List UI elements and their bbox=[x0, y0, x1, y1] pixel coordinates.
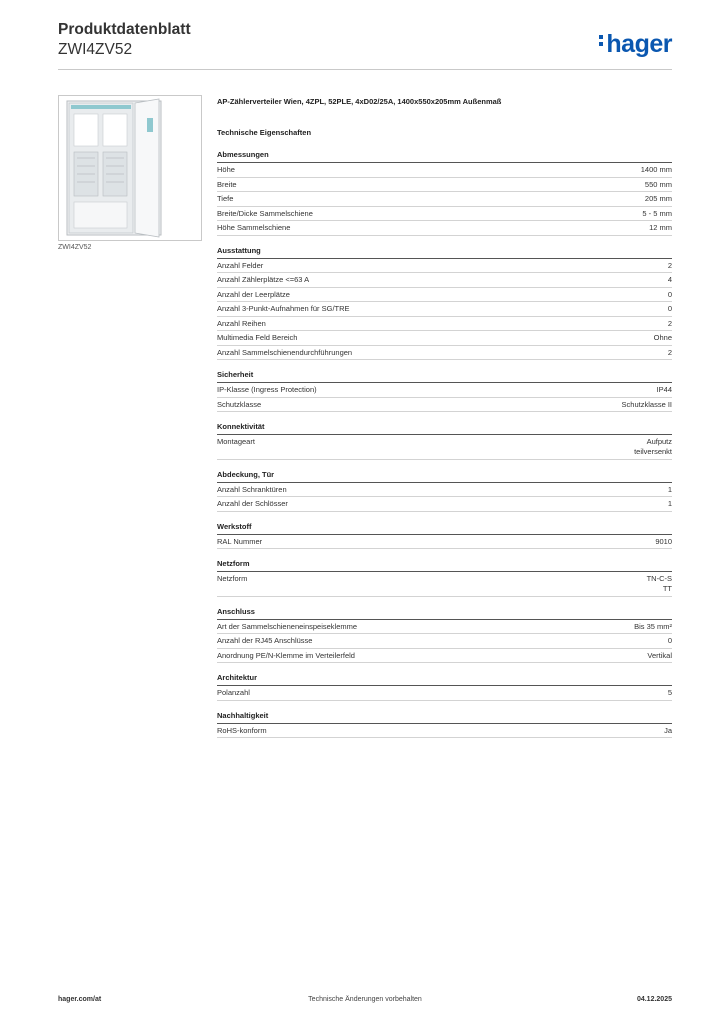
property-label: Höhe bbox=[217, 165, 235, 174]
property-row bbox=[217, 497, 672, 512]
property-label: Anzahl Sammelschienendurchführungen bbox=[217, 347, 353, 357]
product-code: ZWI4ZV52 bbox=[58, 41, 133, 58]
property-label: Anzahl Zählerplätze <=63 A bbox=[217, 275, 310, 284]
hager-logo bbox=[599, 30, 672, 59]
property-value: Ohne bbox=[653, 333, 672, 342]
property-label: Netzform bbox=[217, 574, 248, 583]
section-4 bbox=[217, 470, 672, 512]
property-row bbox=[217, 483, 672, 498]
section-title: Sicherheit bbox=[217, 370, 672, 383]
section-title: Konnektivität bbox=[217, 422, 672, 435]
property-label: Tiefe bbox=[217, 194, 234, 203]
section-title: Werkstoff bbox=[217, 522, 672, 535]
property-value: 0 bbox=[667, 289, 672, 299]
property-row bbox=[217, 620, 672, 635]
property-label: Schutzklasse bbox=[217, 399, 262, 409]
property-value: IP44 bbox=[656, 385, 672, 394]
property-row bbox=[217, 163, 672, 178]
section-title: Ausstattung bbox=[217, 246, 672, 259]
property-value: 2 bbox=[667, 347, 672, 357]
property-row bbox=[217, 273, 672, 288]
property-value: 2 bbox=[667, 318, 672, 328]
property-label: RAL Nummer bbox=[217, 536, 263, 546]
section-title: Abmessungen bbox=[217, 150, 672, 163]
property-row bbox=[217, 221, 672, 236]
property-label: Breite bbox=[217, 179, 237, 189]
property-label: Multimedia Feld Bereich bbox=[217, 333, 298, 342]
footer-date: 04.12.2025 bbox=[636, 996, 672, 1003]
property-value: Vertikal bbox=[647, 650, 672, 660]
property-label: Breite/Dicke Sammelschiene bbox=[217, 208, 313, 218]
property-value: 5 bbox=[667, 688, 672, 697]
property-value: 1400 mm bbox=[640, 165, 672, 174]
property-value: TN-C-S TT bbox=[646, 574, 672, 593]
property-row bbox=[217, 331, 672, 346]
document-title: Produktdatenblatt bbox=[58, 21, 191, 38]
property-value: Bis 35 mm² bbox=[634, 621, 672, 631]
property-value: 550 mm bbox=[644, 179, 672, 189]
property-row bbox=[217, 317, 672, 332]
property-row bbox=[217, 178, 672, 193]
property-label: Polanzahl bbox=[217, 688, 250, 697]
header-divider bbox=[58, 69, 672, 70]
property-label: Anordnung PE/N-Klemme im Verteilerfeld bbox=[217, 650, 355, 660]
cabinet-product-image-icon bbox=[59, 96, 201, 240]
document-header bbox=[58, 20, 672, 68]
product-image bbox=[58, 95, 202, 241]
section-title: Architektur bbox=[217, 673, 672, 686]
property-label: Anzahl der Leerplätze bbox=[217, 289, 290, 299]
section-title: Abdeckung, Tür bbox=[217, 470, 672, 483]
property-sections bbox=[217, 150, 672, 738]
property-value: 5 - 5 mm bbox=[642, 208, 672, 218]
property-label: Anzahl Schranktüren bbox=[217, 484, 287, 494]
property-label: RoHS-konform bbox=[217, 725, 267, 735]
section-9 bbox=[217, 711, 672, 739]
property-label: Montageart bbox=[217, 437, 255, 446]
product-details bbox=[217, 96, 672, 748]
property-value: 0 bbox=[667, 636, 672, 645]
property-row bbox=[217, 724, 672, 739]
property-label: Anzahl Reihen bbox=[217, 318, 266, 328]
property-label: Anzahl 3-Punkt-Aufnahmen für SG/TRE bbox=[217, 304, 350, 313]
section-8 bbox=[217, 673, 672, 701]
property-value: 205 mm bbox=[644, 194, 672, 203]
product-description: AP-Zählerverteiler Wien, 4ZPL, 52PLE, 4xD02/25A, 1400x550x205mm Außenmaß bbox=[217, 97, 502, 106]
property-row bbox=[217, 383, 672, 398]
property-value: 9010 bbox=[655, 536, 672, 546]
property-row bbox=[217, 259, 672, 274]
property-value: 2 bbox=[667, 260, 672, 270]
property-value: 0 bbox=[667, 304, 672, 313]
section-title: Netzform bbox=[217, 559, 672, 572]
section-title: Anschluss bbox=[217, 607, 672, 620]
property-row bbox=[217, 649, 672, 664]
image-caption: ZWI4ZV52 bbox=[58, 244, 92, 251]
property-label: Anzahl der Schlösser bbox=[217, 499, 288, 508]
property-label: Anzahl Felder bbox=[217, 260, 264, 270]
section-7 bbox=[217, 607, 672, 664]
property-label: Anzahl der RJ45 Anschlüsse bbox=[217, 636, 313, 645]
property-row bbox=[217, 207, 672, 222]
logo-text: hager bbox=[606, 30, 672, 58]
property-row bbox=[217, 192, 672, 207]
section-3 bbox=[217, 422, 672, 460]
footer-note: Technische Änderungen vorbehalten bbox=[308, 996, 422, 1003]
property-label: Art der Sammelschieneneinspeiseklemme bbox=[217, 621, 358, 631]
section-6 bbox=[217, 559, 672, 597]
property-row bbox=[217, 302, 672, 317]
property-row bbox=[217, 288, 672, 303]
property-value: 1 bbox=[667, 484, 672, 494]
section-5 bbox=[217, 522, 672, 550]
property-label: Höhe Sammelschiene bbox=[217, 223, 291, 232]
property-value: 4 bbox=[667, 275, 672, 284]
property-row bbox=[217, 686, 672, 701]
logo-dots-icon bbox=[599, 32, 603, 49]
property-row bbox=[217, 398, 672, 413]
section-2 bbox=[217, 370, 672, 412]
section-0 bbox=[217, 150, 672, 236]
property-value: Schutzklasse II bbox=[621, 399, 672, 409]
section-1 bbox=[217, 246, 672, 361]
property-value: Ja bbox=[664, 725, 672, 735]
property-value: Aufputz teilversenkt bbox=[634, 437, 672, 456]
property-label: IP-Klasse (Ingress Protection) bbox=[217, 385, 317, 394]
property-value: 12 mm bbox=[649, 223, 672, 232]
property-row bbox=[217, 346, 672, 361]
property-value: 1 bbox=[667, 499, 672, 508]
section-title: Nachhaltigkeit bbox=[217, 711, 672, 724]
footer-website: hager.com/at bbox=[58, 996, 102, 1003]
property-row bbox=[217, 572, 672, 597]
property-row bbox=[217, 634, 672, 649]
properties-heading: Technische Eigenschaften bbox=[217, 128, 312, 137]
property-row bbox=[217, 535, 672, 550]
property-row bbox=[217, 435, 672, 460]
